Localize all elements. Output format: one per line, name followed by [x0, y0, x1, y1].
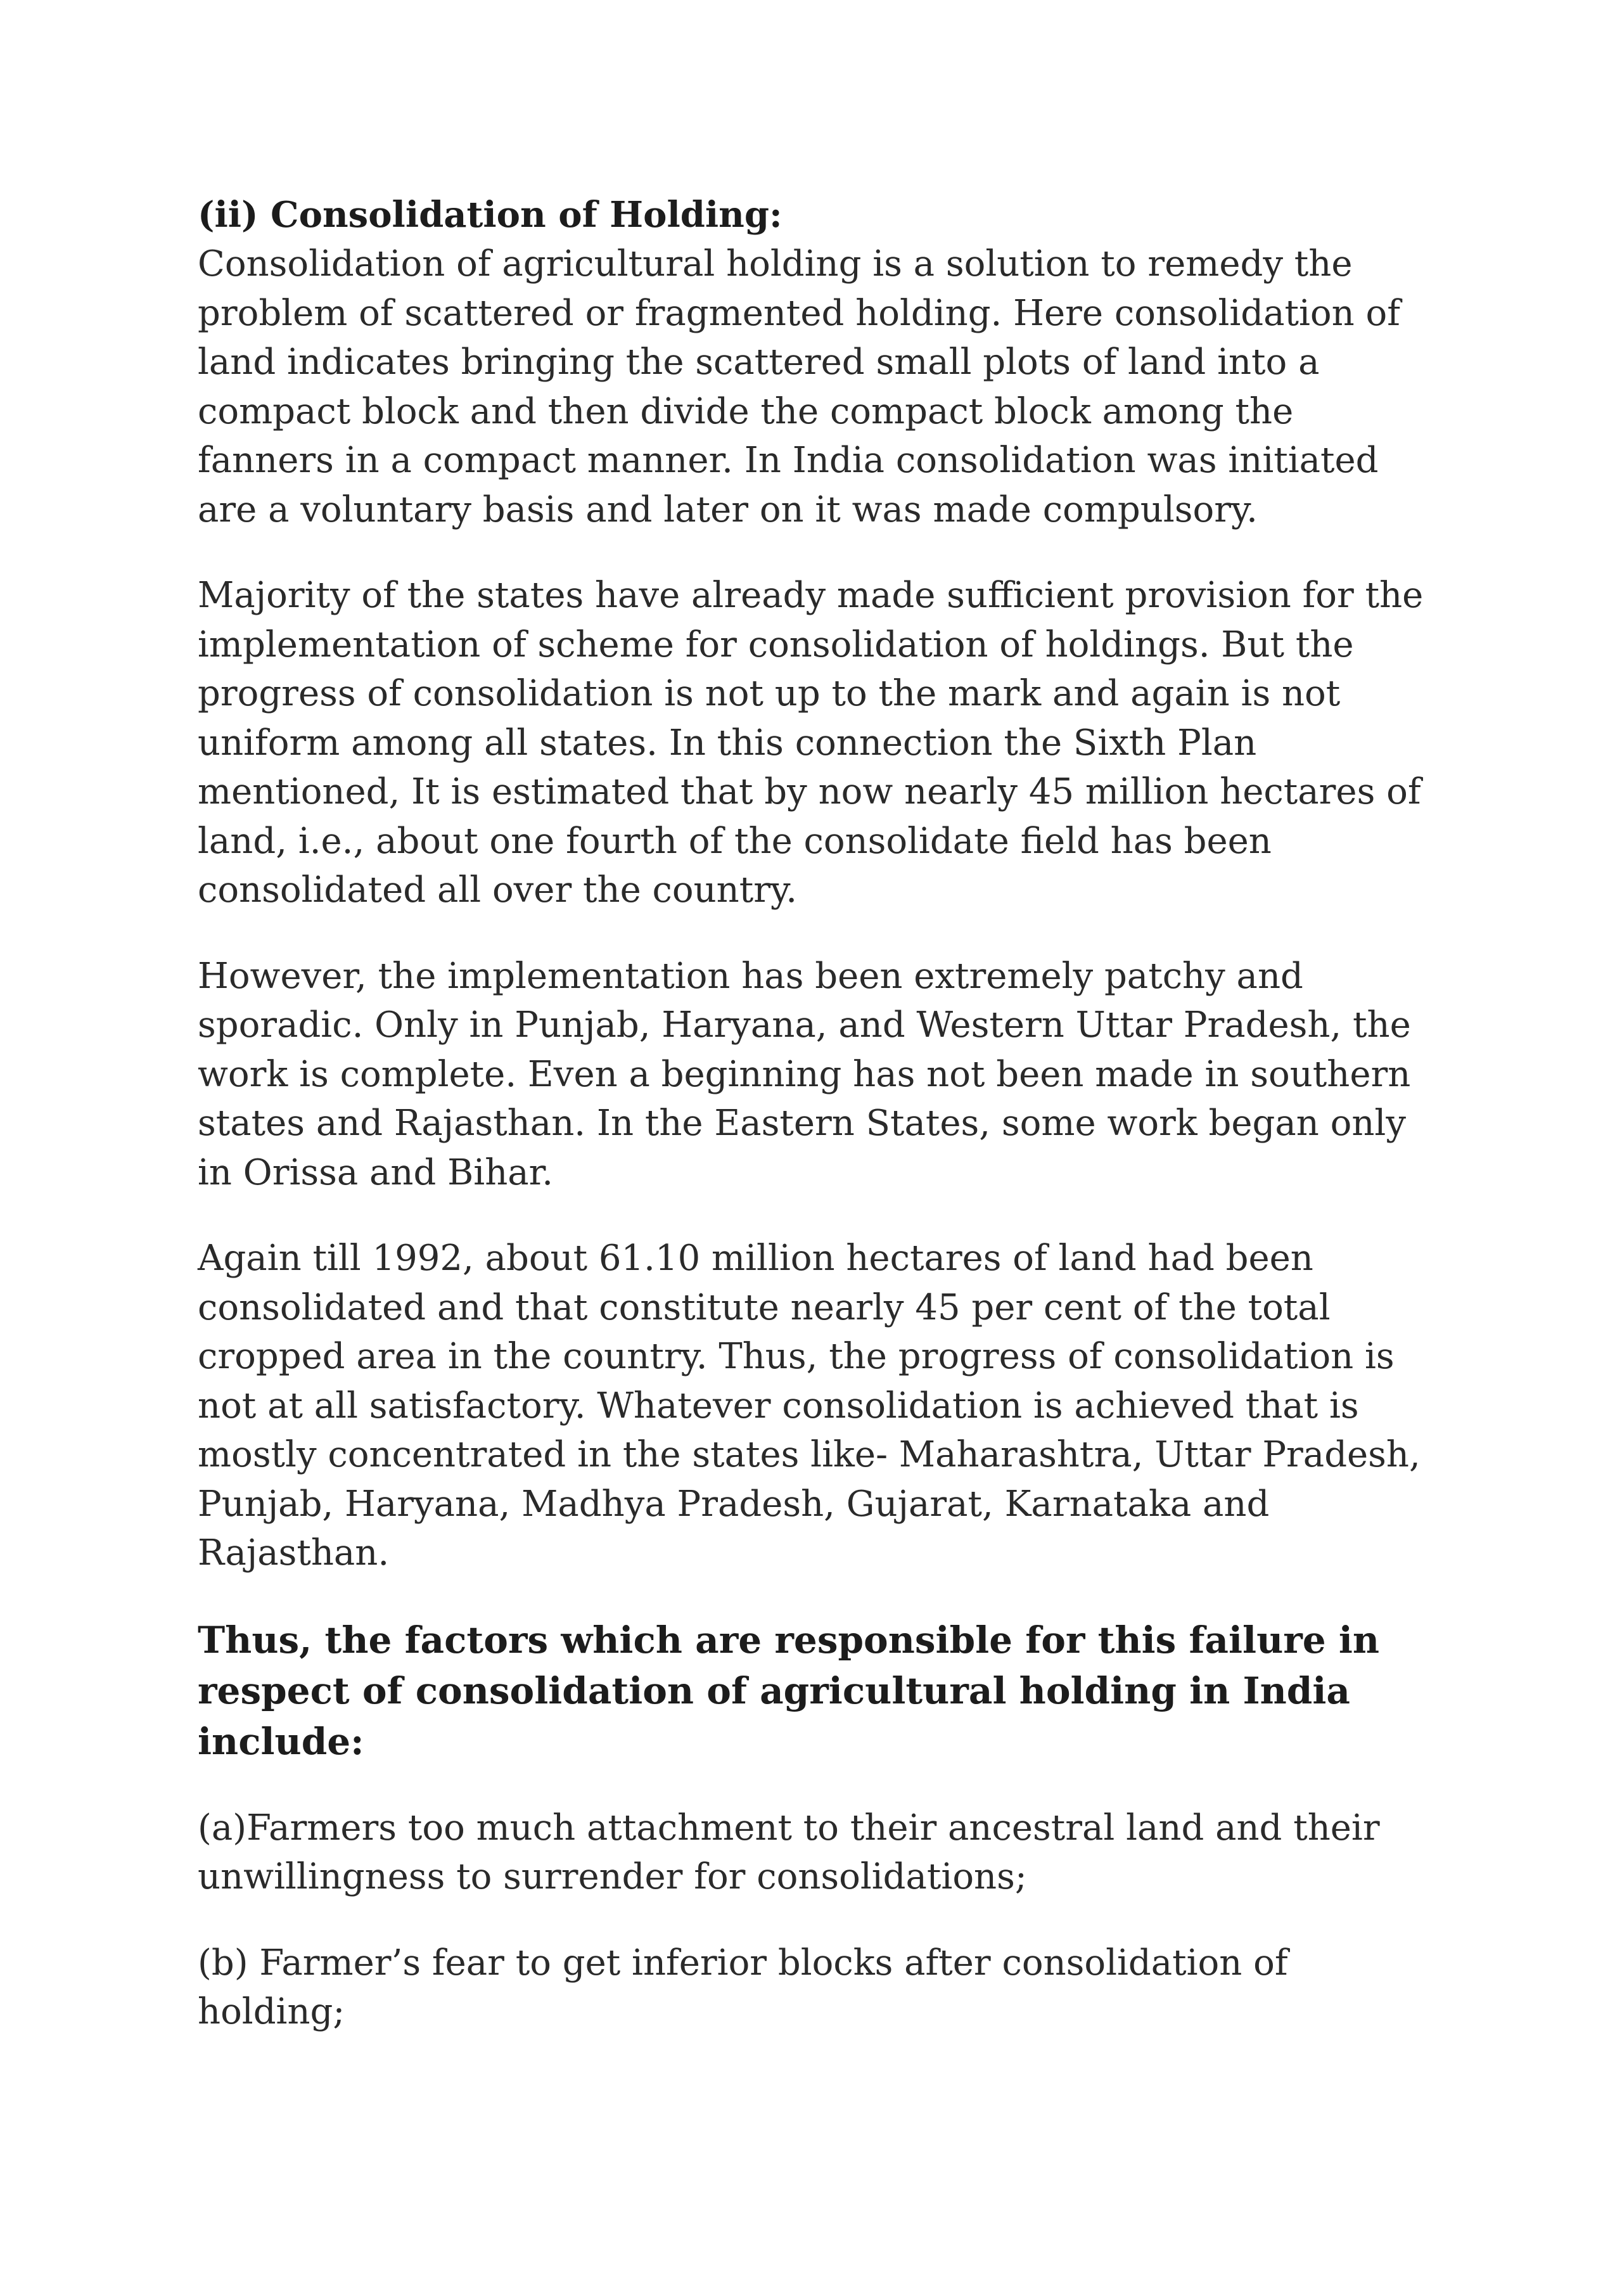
factors-heading: Thus, the factors which are responsible for this failure in respect of consolidation of agricultural holding in India include:	[198, 1618, 1380, 1763]
document-page	[198, 190, 1440, 2074]
section-heading: (ii) Consolidation of Holding:	[198, 194, 782, 236]
paragraph-implementation-patchy: However, the implementation has been extremely patchy and sporadic. Only in Punjab, Haryana, and Western Uttar Pradesh, the work is complete. Even a beginning has not been made in southern states and Rajasthan. In the Eastern States, some work began only in Orissa and Bihar.	[198, 955, 1411, 1193]
paragraph-progress-1992: Again till 1992, about 61.10 million hectares of land had been consolidated and that constitute nearly 45 per cent of the total cropped area in the country. Thus, the progress of consolidation is not at all satisfactory. Whatever consolidation is achieved that is mostly concentrated in the states like- Maharashtra, Uttar Pradesh, Punjab, Haryana, Madhya Pradesh, Gujarat, Karnataka and Rajasthan.	[198, 1238, 1421, 1574]
paragraph-state-provisions: Majority of the states have already made sufficient provision for the implementation of scheme for consolidation of holdings. But the progress of consolidation is not up to the mark and again is not uniform among all states. In this connection the Sixth Plan mentioned, It is estimated that by now nearly 45 million hectares of land, i.e., about one fourth of the consolidate field has been consolidated all over the country.	[198, 575, 1424, 911]
factor-item-a: (a)Farmers too much attachment to their ancestral land and their unwillingness to surrender for consolidations;	[198, 1807, 1380, 1897]
factor-item-b: (b) Farmer’s fear to get inferior blocks after consolidation of holding;	[198, 1942, 1288, 2032]
paragraph-consolidation-definition: Consolidation of agricultural holding is a solution to remedy the problem of scattered or fragmented holding. Here consolidation of land indicates bringing the scattered small plots of land into a compact block and then divide the compact block among the fanners in a compact manner. In India consolidation was initiated are a voluntary basis and later on it was made compulsory.	[198, 243, 1400, 530]
